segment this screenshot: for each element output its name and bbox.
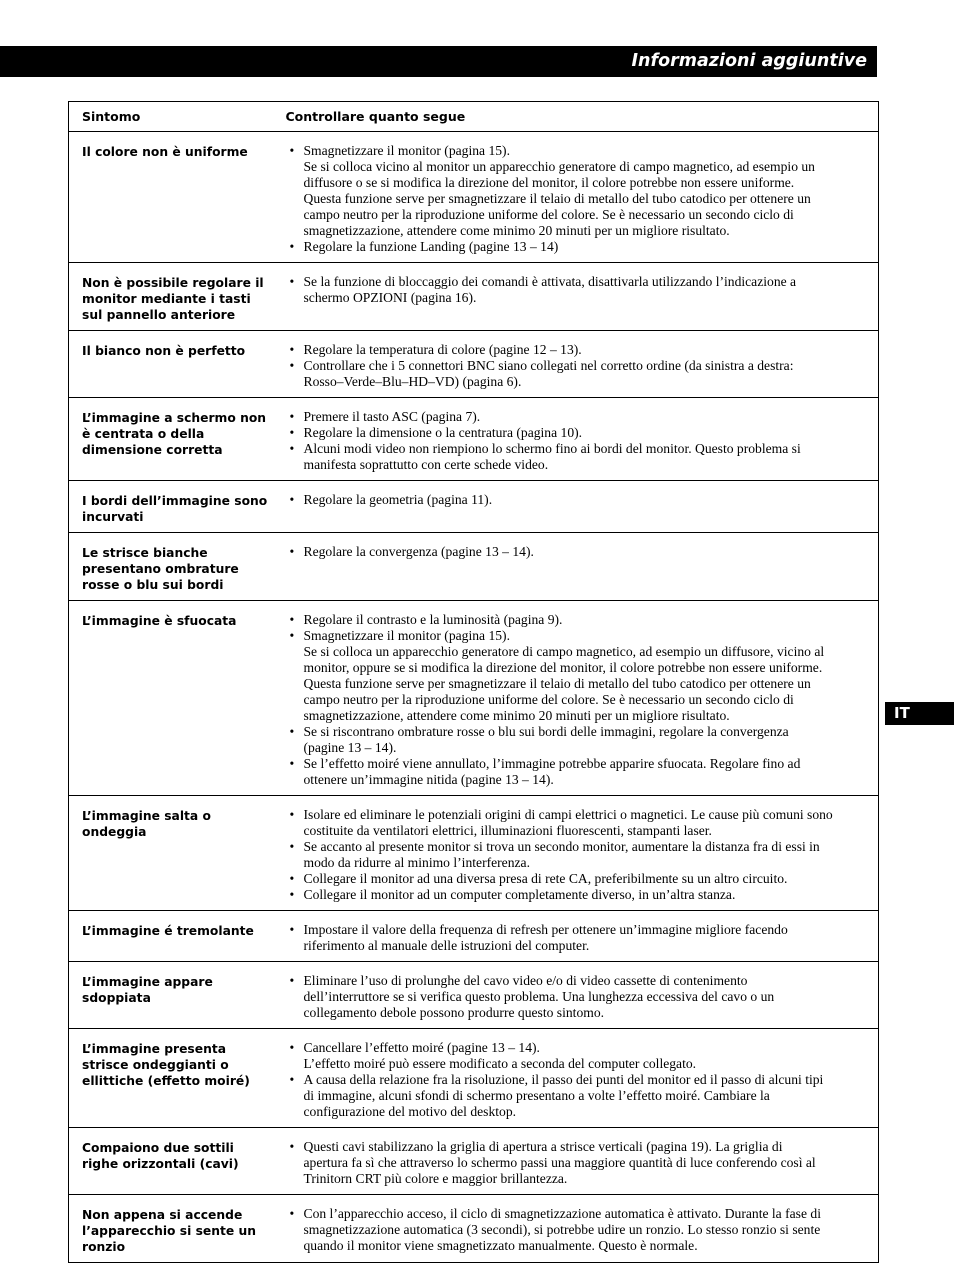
check-line: Se si colloca un apparecchio generatore di campo magnetico, ad esempio un diffusore, vicino al [303, 644, 825, 659]
bullet-icon: • [289, 756, 295, 771]
check-line: Questa funzione serve per smagnetizzare il telaio di metallo del tubo catodico per ottenere un [303, 191, 811, 206]
check-item [286, 922, 877, 954]
check-list [286, 274, 877, 306]
check-list [286, 1139, 877, 1187]
check-list [286, 143, 877, 255]
bullet-icon: • [289, 441, 295, 456]
check-line: Rosso–Verde–Blu–HD–VD) (pagina 6). [303, 374, 522, 389]
symptom-cell: Il bianco non è perfetto [69, 331, 274, 398]
checks-cell [274, 398, 879, 481]
bullet-icon: • [289, 887, 295, 902]
check-item [286, 612, 877, 628]
check-line: configurazione del motivo del desktop. [303, 1104, 517, 1119]
check-item [286, 839, 877, 871]
check-list [286, 544, 877, 560]
table-row [69, 796, 879, 911]
check-list [286, 492, 877, 508]
check-line: Regolare il contrasto e la luminosità (pagina 9). [303, 612, 563, 627]
check-line: Se si colloca vicino al monitor un apparecchio generatore di campo magnetico, ad esempio un [303, 159, 815, 174]
bullet-icon: • [289, 1206, 295, 1221]
check-item [286, 441, 877, 473]
check-item [286, 807, 877, 839]
language-tab-label: IT [894, 704, 910, 722]
check-line: modo da ridurre al minimo l’interferenza. [303, 855, 530, 870]
bullet-icon: • [289, 612, 295, 627]
check-item [286, 724, 877, 756]
check-item [286, 628, 877, 724]
check-item [286, 358, 877, 390]
checks-cell [274, 481, 879, 533]
check-line: apertura fa sì che attraverso lo schermo passi una maggiore quantità di luce conferendo così al [303, 1155, 816, 1170]
symptom-cell: I bordi dell’immagine sono incurvati [69, 481, 274, 533]
bullet-icon: • [289, 871, 295, 886]
check-item [286, 756, 877, 788]
bullet-icon: • [289, 807, 295, 822]
check-line: Controllare che i 5 connettori BNC siano collegati nel corretto ordine (da sinistra a destra: [303, 358, 794, 373]
check-line: campo neutro per la riproduzione uniforme del colore. Se è necessario un secondo ciclo di [303, 207, 794, 222]
checks-cell [274, 331, 879, 398]
check-line: Cancellare l’effetto moiré (pagine 13 – 14). [303, 1040, 540, 1055]
check-list [286, 342, 877, 390]
symptom-cell: L’immagine a schermo non è centrata o della dimensione corretta [69, 398, 274, 481]
table-row [69, 962, 879, 1029]
check-item [286, 342, 877, 358]
check-line: Alcuni modi video non riempiono lo schermo fino ai bordi del monitor. Questo problema si [303, 441, 801, 456]
check-line: A causa della relazione fra la risoluzione, il passo dei punti del monitor ed il passo di alcuni tipi [303, 1072, 824, 1087]
check-line: smagnetizzazione, attendere come minimo 20 minuti per un migliore risultato. [303, 223, 730, 238]
check-item [286, 425, 877, 441]
bullet-icon: • [289, 1139, 295, 1154]
check-line: (pagine 13 – 14). [303, 740, 397, 755]
check-list [286, 1040, 877, 1120]
check-line: Smagnetizzare il monitor (pagina 15). [303, 143, 510, 158]
symptom-cell: L’immagine salta o ondeggia [69, 796, 274, 911]
symptom-cell: Compaiono due sottili righe orizzontali (cavi) [69, 1128, 274, 1195]
check-line: Collegare il monitor ad un computer completamente diverso, in un’altra stanza. [303, 887, 736, 902]
check-item [286, 887, 877, 903]
checks-cell [274, 263, 879, 331]
checks-cell [274, 796, 879, 911]
check-line: Se si riscontrano ombrature rosse o blu sui bordi delle immagini, regolare la convergenza [303, 724, 789, 739]
table-row [69, 481, 879, 533]
checks-cell [274, 1029, 879, 1128]
bullet-icon: • [289, 274, 295, 289]
check-line: costituite da ventilatori elettrici, illuminazioni fluorescenti, stampanti laser. [303, 823, 712, 838]
check-line: Isolare ed eliminare le potenziali origini di campi elettrici o magnetici. Le cause più comuni sono [303, 807, 833, 822]
section-header-bar [0, 46, 877, 77]
symptom-cell: L’immagine presenta strisce ondeggianti o ellittiche (effetto moiré) [69, 1029, 274, 1128]
check-line: smagnetizzazione automatica (3 secondi), si potrebbe udire un ronzio. Lo stesso ronzio si sente [303, 1222, 821, 1237]
symptom-cell: Le strisce bianche presentano ombrature rosse o blu sui bordi [69, 533, 274, 601]
symptom-cell: L’immagine é tremolante [69, 911, 274, 962]
check-item [286, 871, 877, 887]
checks-cell [274, 1128, 879, 1195]
check-line: ottenere un’immagine nitida (pagine 13 – 14). [303, 772, 554, 787]
check-line: Se l’effetto moiré viene annullato, l’immagine potrebbe apparire sfuocata. Regolare fino ad [303, 756, 801, 771]
check-line: Regolare la temperatura di colore (pagine 12 – 13). [303, 342, 582, 357]
checks-cell [274, 1195, 879, 1263]
check-item [286, 1139, 877, 1187]
troubleshooting-table [68, 101, 879, 1263]
symptom-cell: Non appena si accende l’apparecchio si sente un ronzio [69, 1195, 274, 1263]
checks-cell [274, 533, 879, 601]
checks-cell [274, 911, 879, 962]
checks-cell [274, 962, 879, 1029]
table-row [69, 533, 879, 601]
table-row [69, 1029, 879, 1128]
bullet-icon: • [289, 492, 295, 507]
check-item [286, 1072, 877, 1120]
bullet-icon: • [289, 425, 295, 440]
check-line: L’effetto moiré può essere modificato a seconda del computer collegato. [303, 1056, 697, 1071]
table-row [69, 132, 879, 263]
bullet-icon: • [289, 973, 295, 988]
table-header-row [69, 102, 879, 132]
bullet-icon: • [289, 628, 295, 643]
check-item [286, 492, 877, 508]
bullet-icon: • [289, 1040, 295, 1055]
check-item [286, 544, 877, 560]
check-item [286, 239, 877, 255]
column-header-checks: Controllare quanto segue [274, 102, 879, 132]
check-list [286, 612, 877, 788]
bullet-icon: • [289, 409, 295, 424]
bullet-icon: • [289, 922, 295, 937]
check-line: Premere il tasto ASC (pagina 7). [303, 409, 481, 424]
check-line: quando il monitor viene smagnetizzato manualmente. Questo è normale. [303, 1238, 698, 1253]
table-row [69, 1195, 879, 1263]
check-line: Questa funzione serve per smagnetizzare il telaio di metallo del tubo catodico per ottenere un [303, 676, 811, 691]
check-list [286, 409, 877, 473]
check-item [286, 143, 877, 239]
check-line: Collegare il monitor ad una diversa presa di rete CA, preferibilmente su un altro circuito. [303, 871, 788, 886]
bullet-icon: • [289, 544, 295, 559]
symptom-cell: Il colore non è uniforme [69, 132, 274, 263]
section-title: Informazioni aggiuntive [631, 51, 867, 71]
check-line: Eliminare l’uso di prolunghe del cavo video e/o di video cassette di contenimento [303, 973, 748, 988]
table-row [69, 1128, 879, 1195]
check-list [286, 973, 877, 1021]
bullet-icon: • [289, 143, 295, 158]
check-item [286, 274, 877, 306]
check-line: Con l’apparecchio acceso, il ciclo di smagnetizzazione automatica è attivato. Durante la fase di [303, 1206, 821, 1221]
bullet-icon: • [289, 839, 295, 854]
check-line: dell’interruttore se si verifica questo problema. Una lunghezza eccessiva del cavo o un [303, 989, 775, 1004]
check-line: di immagine, alcuni sfondi di schermo presentano a volte l’effetto moiré. Cambiare la [303, 1088, 770, 1103]
check-line: manifesta soprattutto con certe schede video. [303, 457, 549, 472]
column-header-symptom: Sintomo [69, 102, 274, 132]
check-line: Regolare la convergenza (pagine 13 – 14). [303, 544, 534, 559]
check-list [286, 807, 877, 903]
checks-cell [274, 601, 879, 796]
bullet-icon: • [289, 1072, 295, 1087]
check-line: Regolare la geometria (pagina 11). [303, 492, 493, 507]
check-line: Trinitorn CRT più colore e maggior brillantezza. [303, 1171, 568, 1186]
check-item [286, 973, 877, 1021]
check-item [286, 409, 877, 425]
check-line: diffusore o se si modifica la direzione del monitor, il colore potrebbe non essere uniforme. [303, 175, 795, 190]
symptom-cell: L’immagine appare sdoppiata [69, 962, 274, 1029]
check-list [286, 1206, 877, 1254]
check-line: smagnetizzazione, attendere come minimo 20 minuti per un migliore risultato. [303, 708, 730, 723]
bullet-icon: • [289, 724, 295, 739]
check-item [286, 1040, 877, 1072]
table-row [69, 911, 879, 962]
check-list [286, 922, 877, 954]
table-row [69, 601, 879, 796]
check-line: Se accanto al presente monitor si trova un secondo monitor, aumentare la distanza fra di essi in [303, 839, 820, 854]
bullet-icon: • [289, 342, 295, 357]
check-line: collegamento debole possono produrre questo sintomo. [303, 1005, 605, 1020]
check-line: Impostare il valore della frequenza di refresh per ottenere un’immagine migliore facendo [303, 922, 788, 937]
symptom-cell: Non è possibile regolare il monitor mediante i tasti sul pannello anteriore [69, 263, 274, 331]
check-item [286, 1206, 877, 1254]
check-line: Regolare la dimensione o la centratura (pagina 10). [303, 425, 583, 440]
check-line: Se la funzione di bloccaggio dei comandi è attivata, disattivarla utilizzando l’indicazione a [303, 274, 797, 289]
symptom-cell: L’immagine è sfuocata [69, 601, 274, 796]
bullet-icon: • [289, 358, 295, 373]
check-line: Regolare la funzione Landing (pagine 13 – 14) [303, 239, 559, 254]
table-row [69, 331, 879, 398]
check-line: schermo OPZIONI (pagina 16). [303, 290, 477, 305]
language-tab [885, 702, 954, 725]
table-row [69, 398, 879, 481]
check-line: monitor, oppure se si modifica la direzione del monitor, il colore potrebbe non essere uniforme. [303, 660, 823, 675]
table-row [69, 263, 879, 331]
check-line: Smagnetizzare il monitor (pagina 15). [303, 628, 510, 643]
checks-cell [274, 132, 879, 263]
bullet-icon: • [289, 239, 295, 254]
check-line: campo neutro per la riproduzione uniforme del colore. Se è necessario un secondo ciclo di [303, 692, 794, 707]
check-line: Questi cavi stabilizzano la griglia di apertura a strisce verticali (pagina 19). La griglia di [303, 1139, 783, 1154]
check-line: riferimento al manuale delle istruzioni del computer. [303, 938, 590, 953]
